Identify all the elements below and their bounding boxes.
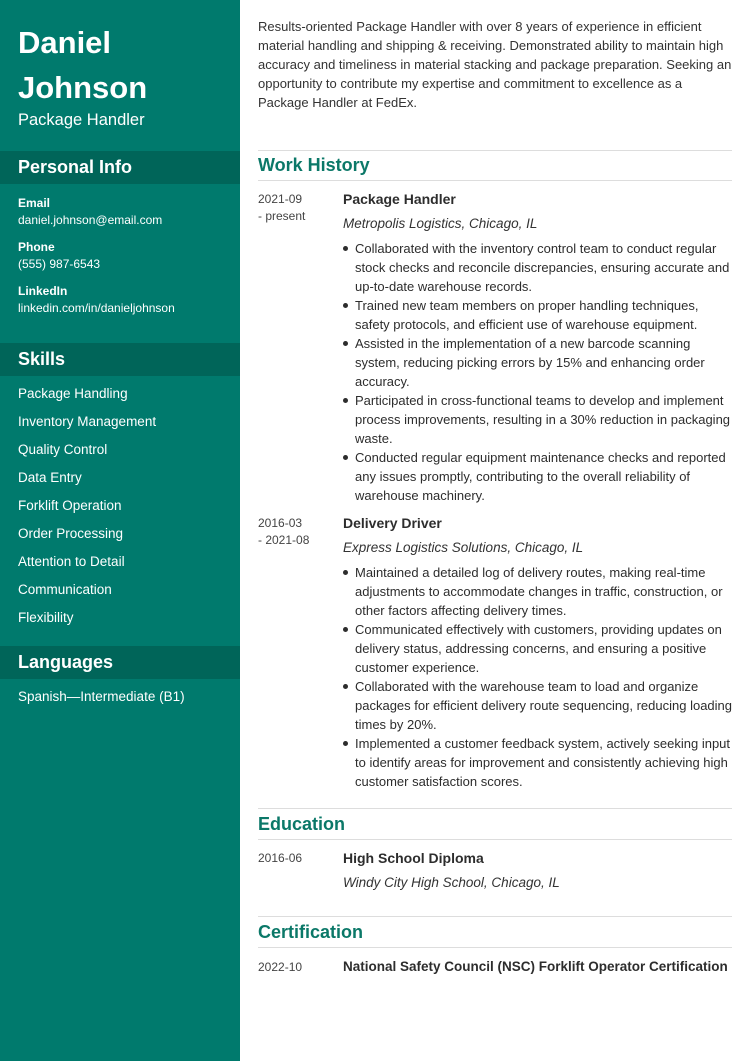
bullet-item: Trained new team members on proper handling techniques, safety protocols, and efficient use of warehouse equipment.: [355, 296, 732, 334]
job-company: Metropolis Logistics, Chicago, IL: [343, 216, 538, 231]
job-bullets: [355, 239, 732, 505]
section-divider: [258, 916, 732, 917]
bullet-item: Collaborated with the warehouse team to load and organize packages for efficient delivery route sequencing, reducing loading times by 20%.: [355, 679, 732, 732]
skill-item: Flexibility: [18, 610, 74, 625]
languages-heading: Languages: [0, 646, 240, 679]
bullet-item: Communicated effectively with customers, providing updates on delivery status, addressing concerns, and ensuring a positive customer experience.: [355, 620, 732, 677]
bullet-item: Assisted in the implementation of a new barcode scanning system, reducing picking errors by 15% and enhancing order accuracy.: [355, 334, 732, 391]
job-date: [258, 191, 338, 225]
section-divider: [258, 150, 732, 151]
job-title-header: Package Handler: [18, 111, 145, 129]
section-divider: [258, 839, 732, 840]
email-value[interactable]: daniel.johnson@email.com: [18, 213, 163, 227]
education-degree: High School Diploma: [343, 850, 484, 866]
job-bullets: [355, 563, 732, 791]
skill-item: Inventory Management: [18, 414, 157, 429]
job-date-start: 2021-09: [258, 192, 303, 206]
skill-item: Forklift Operation: [18, 498, 122, 513]
job-date-end: - 2021-08: [258, 533, 310, 547]
job-title: Package Handler: [343, 191, 456, 207]
bullet-item: Collaborated with the inventory control team to conduct regular stock checks and reconcile discrepancies, ensuring accurate and up-to-date warehouse records.: [355, 239, 732, 296]
skill-item: Quality Control: [18, 442, 108, 457]
summary: Results-oriented Package Handler with over 8 years of experience in efficient material handling and shipping & receiving. Demonstrated ability to maintain high accuracy and timeliness in material stacking and package preparation. Seeking an opportunity to contribute my expertise and commitment to excellence as a Package Handler at FedEx.: [258, 19, 732, 110]
job-date-end: - present: [258, 209, 306, 223]
language-item: Spanish—Intermediate (B1): [18, 689, 185, 704]
section-divider: [258, 180, 732, 181]
bullet-item: Implemented a customer feedback system, actively seeking input to identify areas for improvement and consistently achieving high customer satisfaction scores.: [355, 736, 731, 789]
skill-item: Package Handling: [18, 386, 128, 401]
education-school: Windy City High School, Chicago, IL: [343, 875, 560, 890]
skills-heading: Skills: [0, 343, 240, 376]
education-date: 2016-06: [258, 851, 303, 865]
certification-heading: Certification: [258, 922, 364, 942]
last-name: Johnson: [18, 70, 148, 105]
bullet-item: Participated in cross-functional teams to develop and implement process improvements, resulting in a 30% reduction in packaging waste.: [355, 393, 731, 446]
work-history-heading: Work History: [258, 155, 370, 175]
linkedin-label: LinkedIn: [18, 284, 68, 298]
certification-date: 2022-10: [258, 960, 303, 974]
bullet-item: Maintained a detailed log of delivery routes, making real-time adjustments to accommodate changes in traffic, construction, or other factors affecting delivery times.: [355, 563, 732, 620]
section-divider: [258, 808, 732, 809]
job-title: Delivery Driver: [343, 515, 442, 531]
certification-name: National Safety Council (NSC) Forklift Operator Certification: [343, 959, 728, 974]
education-heading: Education: [258, 814, 346, 834]
job-date-start: 2016-03: [258, 516, 303, 530]
linkedin-value[interactable]: linkedin.com/in/danieljohnson: [18, 301, 175, 315]
candidate-name: [18, 20, 228, 110]
phone-value: (555) 987-6543: [18, 257, 101, 271]
skill-item: Data Entry: [18, 470, 82, 485]
first-name: Daniel: [18, 25, 112, 60]
job-date: [258, 515, 338, 549]
skill-item: Order Processing: [18, 526, 124, 541]
skill-item: Communication: [18, 582, 112, 597]
personal-info-heading: Personal Info: [0, 151, 240, 184]
sidebar: [0, 0, 240, 1061]
bullet-item: Conducted regular equipment maintenance checks and reported any issues promptly, contributing to the overall reliability of warehouse machinery.: [355, 448, 732, 505]
phone-label: Phone: [18, 240, 55, 254]
section-divider: [258, 947, 732, 948]
email-label: Email: [18, 196, 51, 210]
skill-item: Attention to Detail: [18, 554, 125, 569]
job-company: Express Logistics Solutions, Chicago, IL: [343, 540, 584, 555]
